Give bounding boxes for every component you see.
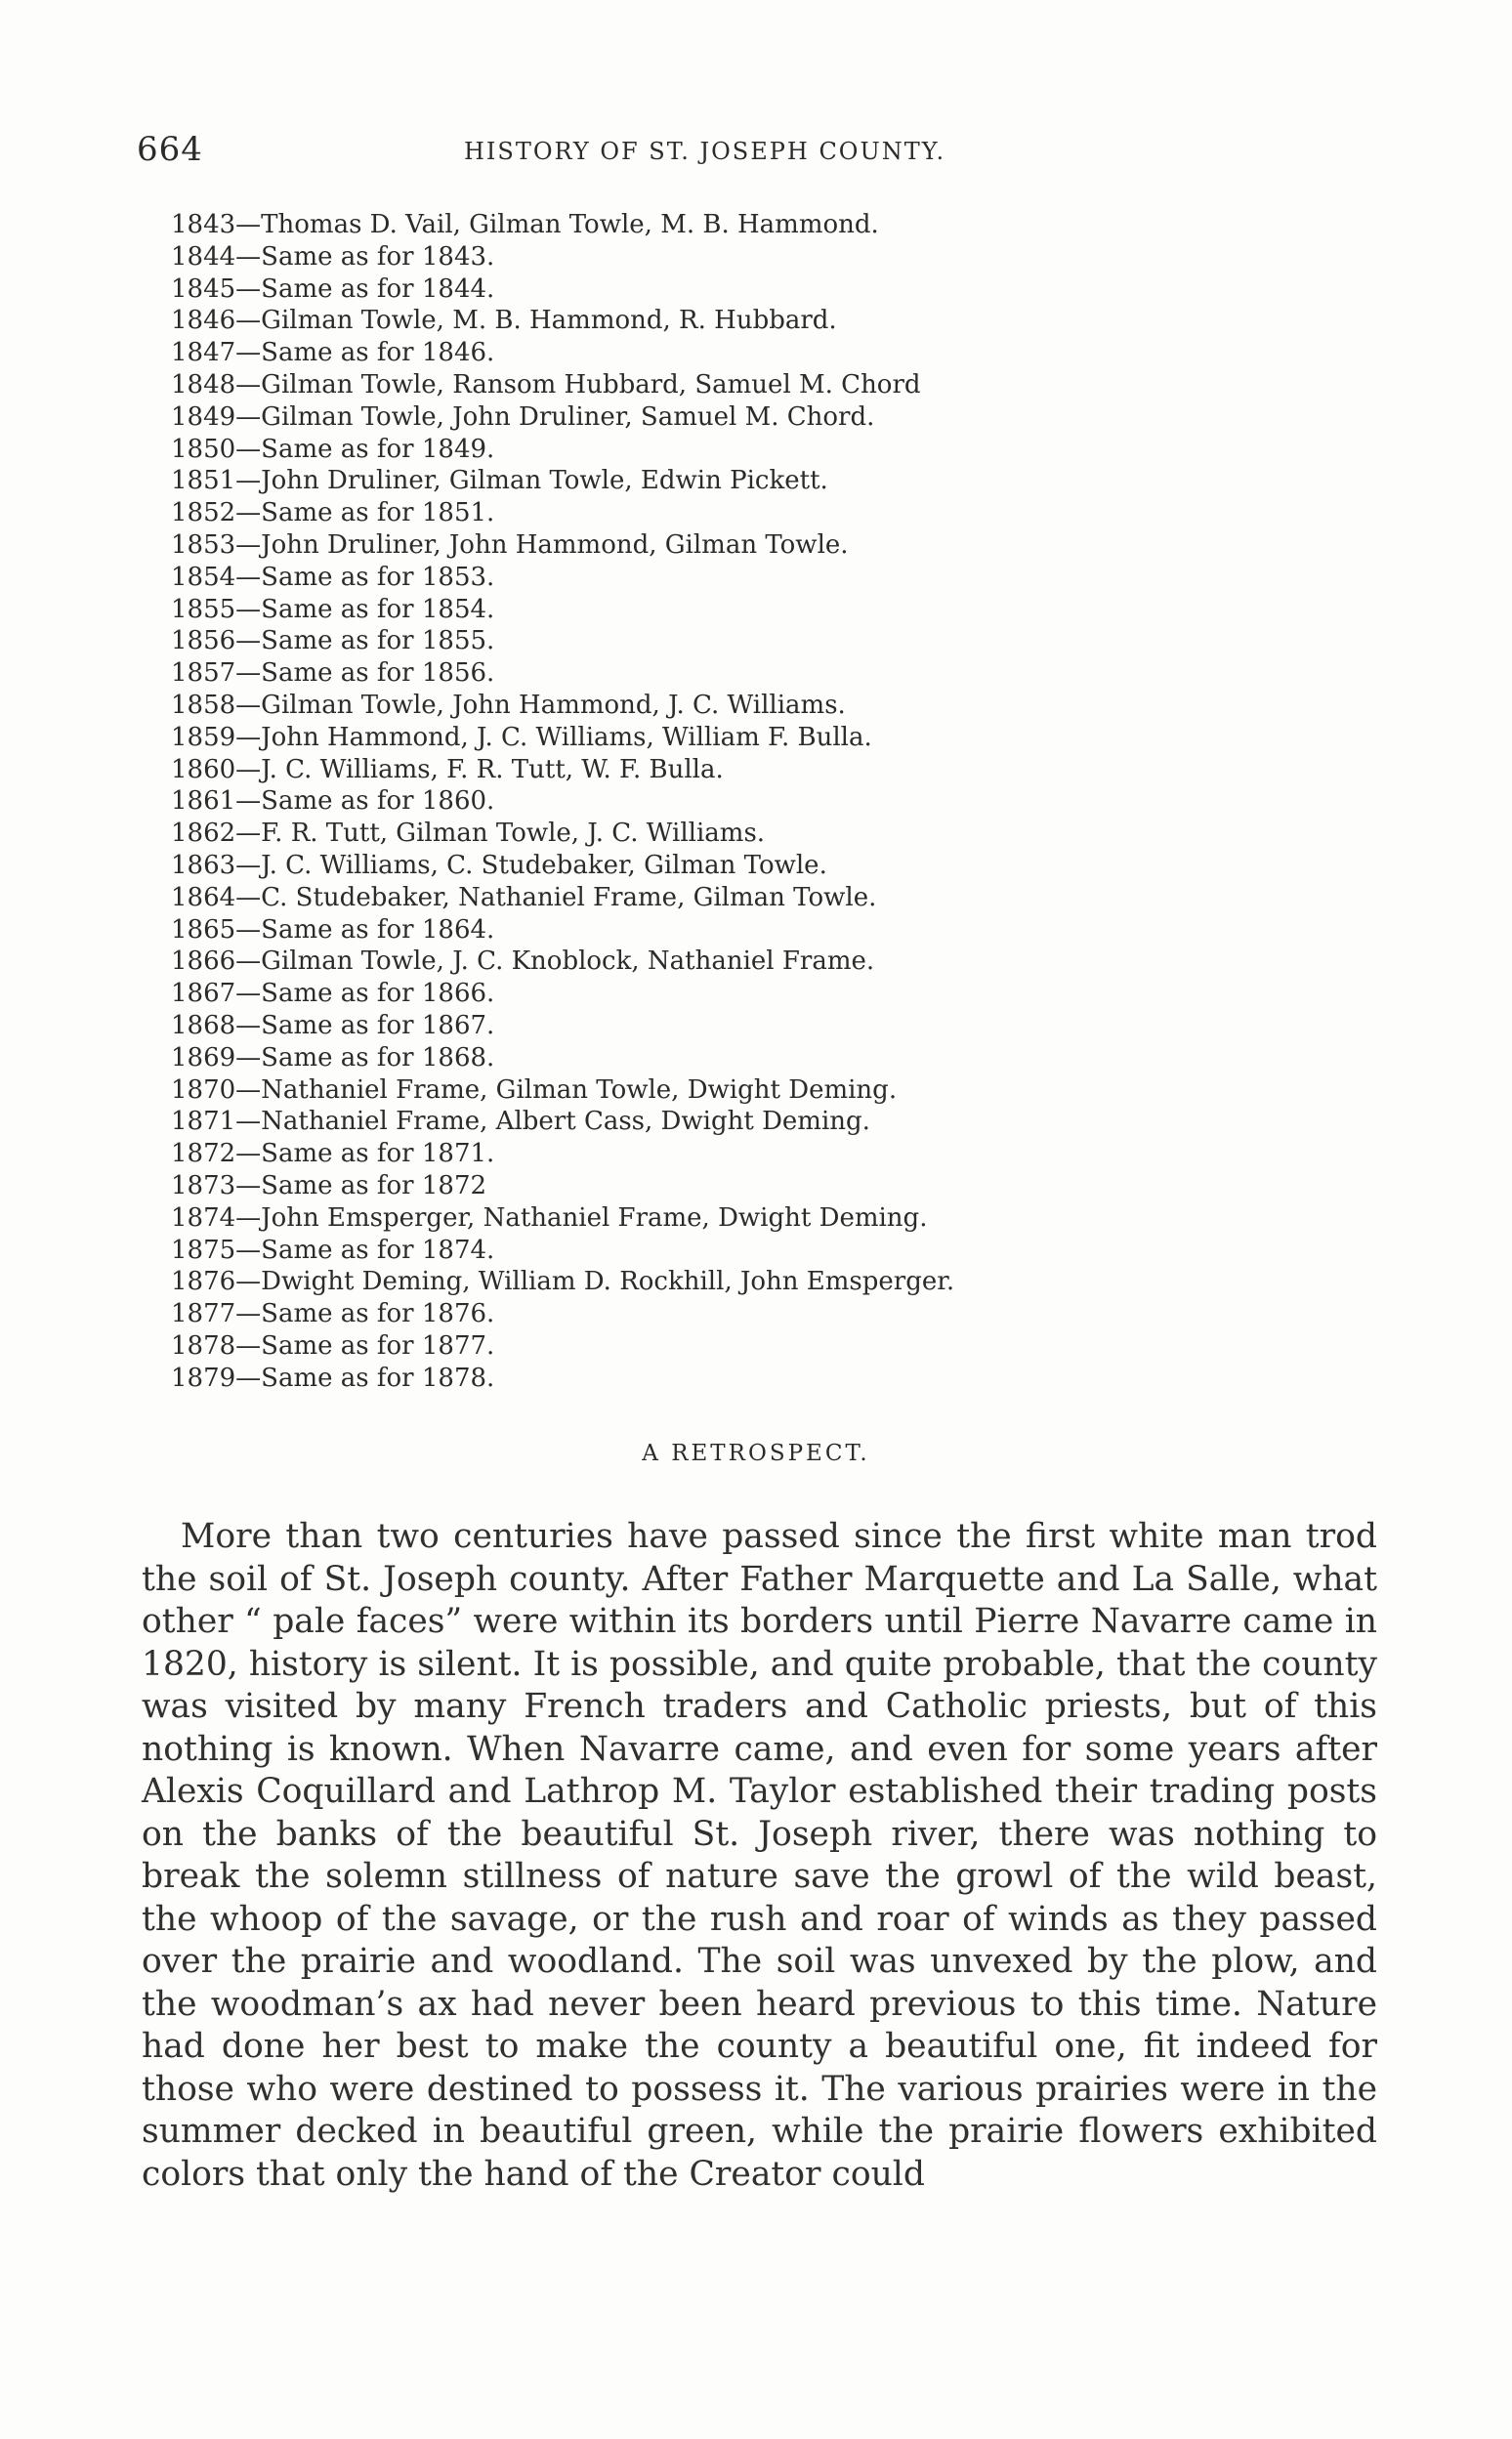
roster-row: 1875—Same as for 1874. xyxy=(171,1235,495,1265)
roster-row: 1877—Same as for 1876. xyxy=(171,1299,495,1329)
roster-row: 1843—Thomas D. Vail, Gilman Towle, M. B. Hammond. xyxy=(171,210,879,239)
page-number: 664 xyxy=(137,130,203,169)
officer-roster xyxy=(171,209,1148,1394)
roster-row: 1859—John Hammond, J. C. Williams, William F. Bulla. xyxy=(171,722,872,752)
roster-row: 1878—Same as for 1877. xyxy=(171,1330,495,1361)
roster-row: 1851—John Druliner, Gilman Towle, Edwin Pickett. xyxy=(171,466,828,496)
roster-row: 1867—Same as for 1866. xyxy=(171,979,495,1009)
section-heading: A RETROSPECT. xyxy=(642,1441,870,1466)
roster-row: 1879—Same as for 1878. xyxy=(171,1363,495,1393)
roster-row: 1872—Same as for 1871. xyxy=(171,1139,495,1169)
roster-row: 1861—Same as for 1860. xyxy=(171,786,495,817)
roster-row: 1868—Same as for 1867. xyxy=(171,1010,495,1040)
paragraph: More than two centuries have passed since the first white man trod the soil of St. Joseph county. After Father Marquette and La Salle, what other “ pale faces” were within its borders until Pierre Navarre came in 1820, history is silent. It is possible, and quite probable, that the county was visited by many French traders and Catholic priests, but of this nothing is known. When Navarre came, and even for some years after Alexis Coquillard and Lathrop M. Taylor established their trading posts on the banks of the beautiful St. Joseph river, there was nothing to break the solemn stillness of nature save the growl of the wild beast, the whoop of the savage, or the rush and roar of winds as they passed over the prairie and woodland. The soil was unvexed by the plow, and the woodman’s ax had never been heard previous to this time. Nature had done her best to make the county a beautiful one, fit indeed for those who were destined to possess it. The various prairies were in the summer decked in beautiful green, while the prairie flowers exhibited colors that only the hand of the Creator could xyxy=(142,1517,1377,2194)
roster-row: 1871—Nathaniel Frame, Albert Cass, Dwight Deming. xyxy=(171,1107,870,1137)
roster-row: 1869—Same as for 1868. xyxy=(171,1042,495,1072)
roster-row: 1876—Dwight Deming, William D. Rockhill, John Emsperger. xyxy=(171,1267,955,1297)
roster-row: 1853—John Druliner, John Hammond, Gilman Towle. xyxy=(171,529,849,560)
roster-row: 1865—Same as for 1864. xyxy=(171,914,495,945)
roster-row: 1856—Same as for 1855. xyxy=(171,626,495,656)
roster-row: 1849—Gilman Towle, John Druliner, Samuel M. Chord. xyxy=(171,401,875,432)
roster-row: 1870—Nathaniel Frame, Gilman Towle, Dwight Deming. xyxy=(171,1074,898,1105)
running-title: HISTORY OF ST. JOSEPH COUNTY. xyxy=(464,138,946,165)
roster-row: 1862—F. R. Tutt, Gilman Towle, J. C. Williams. xyxy=(171,819,766,849)
roster-row: 1855—Same as for 1854. xyxy=(171,594,495,624)
roster-row: 1873—Same as for 1872 xyxy=(171,1170,487,1200)
roster-row: 1847—Same as for 1846. xyxy=(171,338,495,368)
roster-row: 1844—Same as for 1843. xyxy=(171,241,495,272)
body-text xyxy=(142,1516,1377,2196)
roster-row: 1845—Same as for 1844. xyxy=(171,273,495,304)
roster-row: 1848—Gilman Towle, Ransom Hubbard, Samuel M. Chord xyxy=(171,369,921,399)
roster-row: 1858—Gilman Towle, John Hammond, J. C. Williams. xyxy=(171,690,846,720)
roster-row: 1854—Same as for 1853. xyxy=(171,562,495,592)
roster-row: 1864—C. Studebaker, Nathaniel Frame, Gilman Towle. xyxy=(171,882,877,912)
roster-row: 1852—Same as for 1851. xyxy=(171,498,495,528)
running-head xyxy=(137,130,1055,173)
roster-row: 1860—J. C. Williams, F. R. Tutt, W. F. Bulla. xyxy=(171,754,724,784)
roster-row: 1866—Gilman Towle, J. C. Knoblock, Nathaniel Frame. xyxy=(171,946,875,977)
roster-row: 1874—John Emsperger, Nathaniel Frame, Dwight Deming. xyxy=(171,1202,928,1233)
roster-row: 1857—Same as for 1856. xyxy=(171,658,495,689)
roster-row: 1863—J. C. Williams, C. Studebaker, Gilman Towle. xyxy=(171,850,827,880)
roster-row: 1850—Same as for 1849. xyxy=(171,434,495,464)
roster-row: 1846—Gilman Towle, M. B. Hammond, R. Hubbard. xyxy=(171,306,837,336)
